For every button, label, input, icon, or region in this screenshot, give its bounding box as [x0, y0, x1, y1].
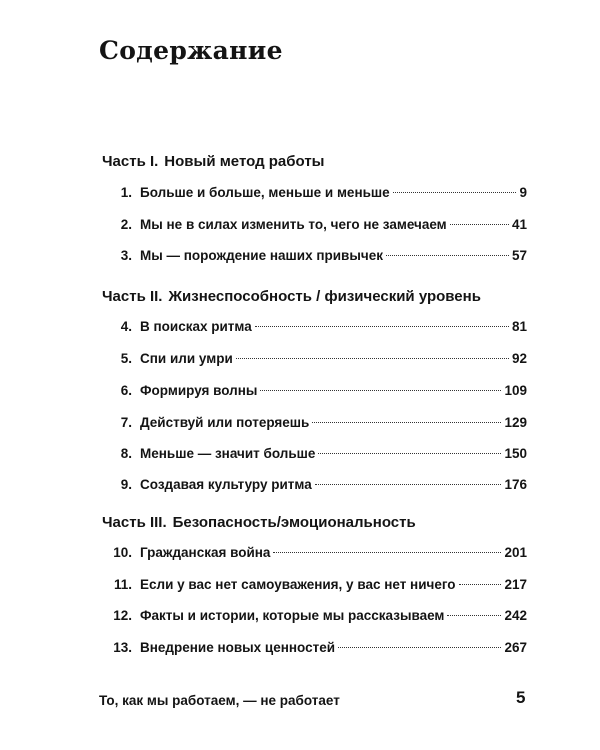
part-name: Жизнеспособность / физический уровень: [168, 288, 481, 305]
chapter-title: Факты и истории, которые мы рассказываем: [140, 608, 445, 623]
chapter-number: 13.: [113, 640, 132, 655]
chapter-number: 10.: [113, 545, 132, 560]
chapter-page: 267: [504, 640, 527, 655]
chapter-number: 12.: [113, 608, 132, 623]
toc-entry[interactable]: [102, 349, 527, 369]
toc-entry[interactable]: [102, 413, 527, 433]
part-name: Безопасность/эмоциональность: [172, 514, 416, 531]
chapter-title: Мы не в силах изменить то, чего не замечаем: [140, 217, 447, 232]
chapter-number: 2.: [120, 217, 132, 232]
chapter-number: 8.: [120, 446, 132, 461]
part-number: Часть I.: [102, 153, 159, 170]
chapter-page: 150: [504, 446, 527, 461]
chapter-title: Больше и больше, меньше и меньше: [140, 185, 390, 200]
toc-entry[interactable]: [102, 183, 527, 203]
chapter-page: 9: [519, 185, 527, 200]
toc-entry[interactable]: [102, 475, 527, 495]
chapter-number: 4.: [120, 319, 132, 334]
dot-leader: [386, 255, 509, 256]
toc-entry[interactable]: [102, 317, 527, 337]
chapter-title: Мы — порождение наших привычек: [140, 248, 383, 263]
chapter-number: 9.: [120, 477, 132, 492]
chapter-title: Меньше — значит больше: [140, 446, 316, 461]
chapter-title: Спи или умри: [140, 351, 233, 366]
chapter-title: Если у вас нет самоуважения, у вас нет ничего: [140, 577, 456, 592]
chapter-number: 1.: [120, 185, 132, 200]
chapter-page: 242: [504, 608, 527, 623]
chapter-page: 41: [511, 217, 527, 232]
toc-entry[interactable]: [102, 246, 527, 266]
chapter-page: 201: [504, 545, 527, 560]
chapter-number: 6.: [120, 383, 132, 398]
toc-entry[interactable]: [102, 381, 527, 401]
running-footer: То, как мы работаем, — не работает: [99, 693, 340, 708]
chapter-page: 176: [504, 477, 527, 492]
dot-leader: [318, 453, 501, 454]
dot-leader: [450, 224, 509, 225]
chapter-title: Внедрение новых ценностей: [140, 640, 336, 655]
toc-entry[interactable]: [102, 638, 527, 658]
dot-leader: [255, 326, 509, 327]
toc-entry[interactable]: [102, 215, 527, 235]
chapter-number: 3.: [120, 248, 132, 263]
part-name: Новый метод работы: [164, 153, 325, 170]
toc-entry[interactable]: [102, 575, 527, 595]
chapter-page: 57: [511, 248, 527, 263]
dot-leader: [338, 647, 501, 648]
part-heading: [102, 514, 416, 531]
toc-entry[interactable]: [102, 444, 527, 464]
dot-leader: [260, 390, 501, 391]
chapter-page: 217: [504, 577, 527, 592]
dot-leader: [273, 552, 501, 553]
chapter-title: Формируя волны: [140, 383, 258, 398]
dot-leader: [315, 484, 502, 485]
chapter-page: 92: [511, 351, 527, 366]
toc-entry[interactable]: [102, 543, 527, 563]
chapter-page: 129: [504, 415, 527, 430]
dot-leader: [236, 358, 509, 359]
chapter-number: 7.: [120, 415, 132, 430]
part-number: Часть III.: [102, 514, 167, 531]
page-title: Содержание: [99, 36, 283, 65]
part-heading: [102, 153, 324, 170]
chapter-title: Гражданская война: [140, 545, 271, 560]
chapter-page: 109: [504, 383, 527, 398]
dot-leader: [393, 192, 517, 193]
chapter-title: В поисках ритма: [140, 319, 252, 334]
chapter-title: Действуй или потеряешь: [140, 415, 310, 430]
dot-leader: [312, 422, 501, 423]
dot-leader: [459, 584, 502, 585]
page-number: 5: [516, 688, 526, 707]
chapter-page: 81: [511, 319, 527, 334]
part-number: Часть II.: [102, 288, 163, 305]
toc-entry[interactable]: [102, 606, 527, 626]
chapter-number: 5.: [120, 351, 132, 366]
dot-leader: [447, 615, 501, 616]
chapter-title: Создавая культуру ритма: [140, 477, 312, 492]
part-heading: [102, 288, 481, 305]
chapter-number: 11.: [113, 577, 132, 592]
